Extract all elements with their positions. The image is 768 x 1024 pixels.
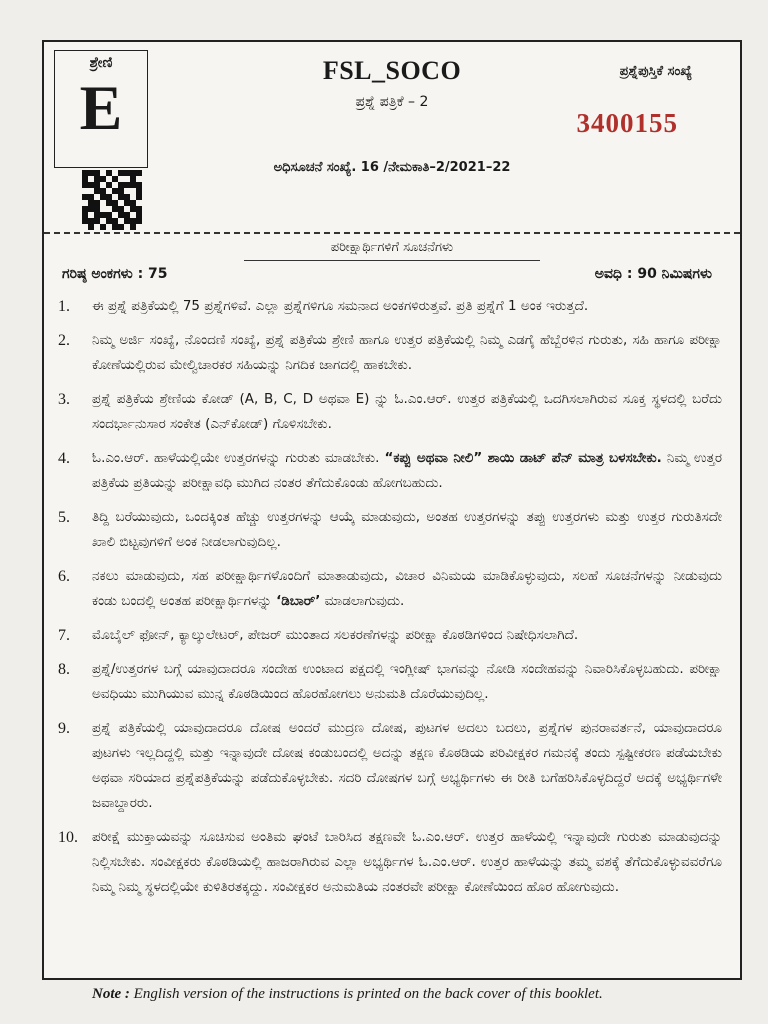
note-text: English version of the instructions is printed on the back cover of this booklet. bbox=[129, 986, 603, 1002]
item-text bbox=[92, 564, 722, 614]
item-text: ಈ ಪ್ರಶ್ನೆ ಪತ್ರಿಕೆಯಲ್ಲಿ 75 ಪ್ರಶ್ನೆಗಳಿವೆ. ಎಲ್ಲಾ ಪ್ರಶ್ನೆಗಳಿಗೂ ಸಮನಾದ ಅಂಕಗಳಿರುತ್ತವೆ. ಪ್ರತಿ ಪ್ರಶ್ನೆಗೆ 1 ಅಂಕ ಇರುತ್ತದೆ. bbox=[92, 298, 589, 314]
instruction-item bbox=[58, 387, 722, 437]
qr-code-icon bbox=[82, 170, 142, 230]
instruction-item bbox=[58, 623, 722, 648]
instruction-item bbox=[58, 328, 722, 378]
instruction-item bbox=[58, 657, 722, 707]
item-number: 2. bbox=[58, 332, 70, 349]
instruction-item bbox=[58, 716, 722, 816]
heading-underline bbox=[244, 260, 540, 261]
item-number: 5. bbox=[58, 509, 70, 526]
item-text: ಮೊಬೈಲ್ ಫೋನ್, ಕ್ಯಾಲ್ಕುಲೇಟರ್, ಪೇಜರ್ ಮುಂತಾದ ಸಲಕರಣೆಗಳನ್ನು ಪರೀಕ್ಷಾ ಕೊಠಡಿಗಳಿಂದ ನಿಷೇಧಿಸಲಾಗಿದೆ. bbox=[92, 627, 579, 643]
item-number: 6. bbox=[58, 568, 70, 585]
item-text: ನಿಮ್ಮ ಅರ್ಜಿ ಸಂಖ್ಯೆ, ನೊಂದಣಿ ಸಂಖ್ಯೆ, ಪ್ರಶ್ನೆ ಪತ್ರಿಕೆಯ ಶ್ರೇಣಿ ಹಾಗೂ ಉತ್ತರ ಪತ್ರಿಕೆಯಲ್ಲಿ ನಿಮ್ಮ ಎಡಗೈ ಹೆಬ್ಬೆರಳಿನ ಗುರುತು, ಸಹಿ ಹಾಗೂ ಪರೀಕ್ಷಾ ಕೋಣೆಯಲ್ಲಿರುವ ಮೇಲ್ವಿಚಾರಕರ ಸಹಿಯನ್ನು ನಿಗದಿಕ ಜಾಗದಲ್ಲಿ ಹಾಕಬೇಕು. bbox=[92, 332, 722, 373]
max-marks: ಗರಿಷ್ಠ ಅಂಕಗಳು : 75 bbox=[62, 266, 168, 282]
instructions-heading: ಪರೀಕ್ಷಾರ್ಥಿಗಳಿಗೆ ಸೂಚನೆಗಳು bbox=[330, 240, 454, 255]
item-text-part: ಓ.ಎಂ.ಆರ್. ಹಾಳೆಯಲ್ಲಿಯೇ ಉತ್ತರಗಳನ್ನು ಗುರುತು ಮಾಡಬೇಕು. bbox=[92, 450, 385, 466]
item-number: 4. bbox=[58, 450, 70, 467]
paper-title: FSL_SOCO bbox=[322, 56, 462, 85]
dashed-divider bbox=[44, 232, 740, 234]
item-number: 7. bbox=[58, 627, 70, 644]
duration: ಅವಧಿ : 90 ನಿಮಿಷಗಳು bbox=[594, 266, 712, 282]
instruction-list bbox=[58, 294, 722, 909]
series-letter: E bbox=[79, 72, 123, 143]
item-number: 8. bbox=[58, 661, 70, 678]
item-number: 3. bbox=[58, 391, 70, 408]
booklet-number-label: ಪ್ರಶ್ನೆಪುಸ್ತಿಕೆ ಸಂಖ್ಯೆ bbox=[619, 64, 692, 79]
debar-term: ‘ಡಿಬಾರ್’ bbox=[276, 593, 321, 609]
item-text: ಪ್ರಶ್ನೆ ಪತ್ರಿಕೆಯ ಶ್ರೇಣಿಯ ಕೋಡ್ (A, B, C, D ಅಥವಾ E) ನ್ನು ಓ.ಎಂ.ಆರ್. ಉತ್ತರ ಪತ್ರಿಕೆಯಲ್ಲಿ ಒದಗಿಸಲಾಗಿರುವ ಸೂಕ್ತ ಸ್ಥಳದಲ್ಲಿ ಬರೆದು ಸಂದರ್ಭಾನುಸಾರ ಸಂಕೇತ (ಎನ್‌ಕೋಡ್) ಗೊಳಿಸಬೇಕು. bbox=[92, 391, 722, 432]
item-text: ತಿದ್ದಿ ಬರೆಯುವುದು, ಒಂದಕ್ಕಿಂತ ಹೆಚ್ಚು ಉತ್ತರಗಳನ್ನು ಆಯ್ಕೆ ಮಾಡುವುದು, ಅಂತಹ ಉತ್ತರಗಳನ್ನು ತಪ್ಪು ಉತ್ತರಗಳು ಮತ್ತು ಉತ್ತರ ಗುರುತಿಸದೇ ಖಾಲಿ ಬಿಟ್ಟವುಗಳಿಗೆ ಅಂಕ ನೀಡಲಾಗುವುದಿಲ್ಲ. bbox=[92, 509, 722, 550]
item-text-part: ಮಾಡಲಾಗುವುದು. bbox=[320, 593, 405, 609]
footer-note bbox=[92, 986, 603, 1003]
item-text-part: ನಕಲು ಮಾಡುವುದು, ಸಹ ಪರೀಕ್ಷಾರ್ಥಿಗಳೊಂದಿಗೆ ಮಾತಾಡುವುದು, ವಿಚಾರ ವಿನಿಮಯ ಮಾಡಿಕೊಳ್ಳುವುದು, ಸಲಹೆ ಸೂಚನೆಗಳನ್ನು ನೀಡುವುದು ಕಂಡು ಬಂದಲ್ಲಿ ಅಂತಹ ಪರೀಕ್ಷಾರ್ಥಿಗಳನ್ನು bbox=[92, 568, 722, 609]
booklet-number: 3400155 bbox=[576, 108, 678, 138]
item-text: ಪ್ರಶ್ನೆ/ಉತ್ತರಗಳ ಬಗ್ಗೆ ಯಾವುದಾದರೂ ಸಂದೇಹ ಉಂಟಾದ ಪಕ್ಷದಲ್ಲಿ ಇಂಗ್ಲೀಷ್ ಭಾಗವನ್ನು ನೋಡಿ ಸಂದೇಹವನ್ನು ನಿವಾರಿಸಿಕೊಳ್ಳಬಹುದು. ಪರೀಕ್ಷಾ ಅವಧಿಯು ಮುಗಿಯುವ ಮುನ್ನ ಕೊಠಡಿಯಿಂದ ಹೊರಹೋಗಲು ಅನುಮತಿ ದೊರೆಯುವುದಿಲ್ಲ. bbox=[92, 661, 722, 702]
pen-requirement: “ಕಪ್ಪು ಅಥವಾ ನೀಲಿ” ಶಾಯಿ ಡಾಟ್ ಪೆನ್ ಮಾತ್ರ ಬಳಸಬೇಕು. bbox=[384, 450, 662, 466]
paper-subtitle: ಪ್ರಶ್ನೆ ಪತ್ರಿಕೆ – 2 bbox=[355, 94, 429, 110]
instruction-item bbox=[58, 564, 722, 614]
series-label: ಶ್ರೇಣಿ bbox=[89, 55, 113, 71]
item-number: 10. bbox=[58, 829, 78, 846]
item-number: 9. bbox=[58, 720, 70, 737]
question-booklet-cover bbox=[42, 40, 742, 980]
note-label: Note : bbox=[92, 986, 130, 1002]
instruction-item bbox=[58, 505, 722, 555]
notification-number: ಅಧಿಸೂಚನೆ ಸಂಖ್ಯೆ. 16 /ನೇಮಕಾತಿ–2/2021–22 bbox=[273, 160, 511, 175]
instruction-item bbox=[58, 825, 722, 900]
item-number: 1. bbox=[58, 298, 70, 315]
item-text-part: ನಿಮ್ಮ ಉತ್ತರ ಪತ್ರಿಕೆಯ ಪ್ರತಿಯನ್ನು ಪರೀಕ್ಷಾವಧಿ ಮುಗಿದ ನಂತರ ತೆಗೆದುಕೊಂಡು ಹೋಗಬಹುದು. bbox=[92, 450, 722, 491]
item-text: ಪ್ರಶ್ನೆ ಪತ್ರಿಕೆಯಲ್ಲಿ ಯಾವುದಾದರೂ ದೋಷ ಅಂದರೆ ಮುದ್ರಣ ದೋಷ, ಪುಟಗಳ ಅದಲು ಬದಲು, ಪ್ರಶ್ನೆಗಳ ಪುನರಾವರ್ತನೆ, ಯಾವುದಾದರೂ ಪುಟಗಳು ಇಲ್ಲದಿದ್ದಲ್ಲಿ ಮತ್ತು ಇನ್ನಾವುದೇ ದೋಷ ಕಂಡುಬಂದಲ್ಲಿ ಅದನ್ನು ತಕ್ಷಣ ಕೊಠಡಿಯ ಪರಿವೀಕ್ಷಕರ ಗಮನಕ್ಕೆ ತಂದು ಸ್ಪಷ್ಟೀಕರಣ ಪಡೆಯಬೇಕು ಅಥವಾ ಸರಿಯಾದ ಪ್ರಶ್ನೆಪತ್ರಿಕೆಯನ್ನು ಪಡೆದುಕೊಳ್ಳಬೇಕು. ಸದರಿ ದೋಷಗಳ ಬಗ್ಗೆ ಅಭ್ಯರ್ಥಿಗಳು ಈ ರೀತಿ ಬಗೆಹರಿಸಿಕೊಳ್ಳದಿದ್ದರೆ ಅದಕ್ಕೆ ಅಭ್ಯರ್ಥಿಗಳೇ ಜವಾಬ್ದಾರರು. bbox=[92, 720, 722, 811]
item-text: ಪರೀಕ್ಷೆ ಮುಕ್ತಾಯವನ್ನು ಸೂಚಿಸುವ ಅಂತಿಮ ಘಂಟೆ ಬಾರಿಸಿದ ತಕ್ಷಣವೇ ಓ.ಎಂ.ಆರ್. ಉತ್ತರ ಹಾಳೆಯಲ್ಲಿ ಇನ್ನಾವುದೇ ಗುರುತು ಮಾಡುವುದನ್ನು ನಿಲ್ಲಿಸಬೇಕು. ಸಂವೀಕ್ಷಕರು ಕೊಠಡಿಯಲ್ಲಿ ಹಾಜರಾಗಿರುವ ಎಲ್ಲಾ ಅಭ್ಯರ್ಥಿಗಳ ಓ.ಎಂ.ಆರ್. ಉತ್ತರ ಹಾಳೆಯನ್ನು ತಮ್ಮ ವಶಕ್ಕೆ ತೆಗೆದುಕೊಳ್ಳುವವರೆಗೂ ನಿಮ್ಮ ನಿಮ್ಮ ಸ್ಥಳದಲ್ಲಿಯೇ ಕುಳಿತಿರತಕ್ಕದ್ದು. ಸಂವೀಕ್ಷಕರ ಅನುಮತಿಯ ನಂತರವೇ ಪರೀಕ್ಷಾ ಕೋಣೆಯಿಂದ ಹೊರ ಹೋಗುವುದು. bbox=[92, 829, 722, 895]
item-text bbox=[92, 446, 722, 496]
instruction-item bbox=[58, 294, 722, 319]
instruction-item bbox=[58, 446, 722, 496]
